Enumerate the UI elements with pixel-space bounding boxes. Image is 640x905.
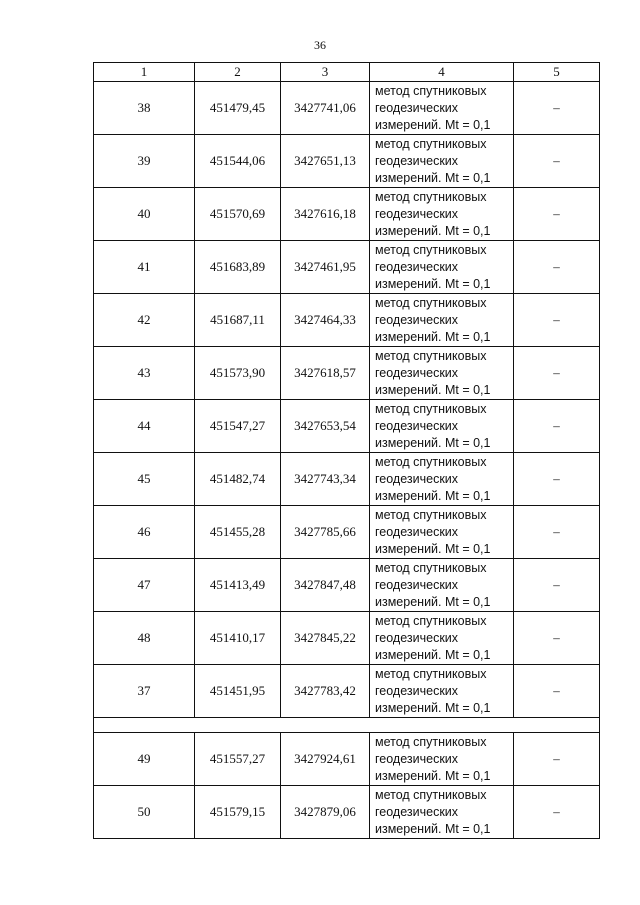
table-row [94, 559, 600, 612]
point-number-cell: 37 [94, 665, 195, 718]
table-body [94, 82, 600, 839]
method-text-line: метод спутниковых [375, 136, 487, 151]
x-coordinate-cell: 451479,45 [195, 82, 281, 135]
method-text-line: геодезических [375, 206, 459, 221]
x-coordinate-cell: 451683,89 [195, 241, 281, 294]
method-cell [370, 559, 514, 612]
table-row [94, 135, 600, 188]
method-text-line: измерений. Mt = 0,1 [375, 594, 491, 609]
point-number-cell: 47 [94, 559, 195, 612]
method-text-line: измерений. Mt = 0,1 [375, 276, 491, 291]
method-text-line: геодезических [375, 471, 459, 486]
dash-cell: – [514, 559, 600, 612]
table-row [94, 82, 600, 135]
dash-cell: – [514, 188, 600, 241]
method-text-line: метод спутниковых [375, 666, 487, 681]
column-header-3: 3 [281, 63, 370, 82]
method-cell [370, 400, 514, 453]
y-coordinate-cell: 3427653,54 [281, 400, 370, 453]
x-coordinate-cell: 451451,95 [195, 665, 281, 718]
y-coordinate-cell: 3427847,48 [281, 559, 370, 612]
method-cell [370, 665, 514, 718]
x-coordinate-cell: 451547,27 [195, 400, 281, 453]
column-header-4: 4 [370, 63, 514, 82]
x-coordinate-cell: 451579,15 [195, 786, 281, 839]
method-text-line: геодезических [375, 100, 459, 115]
y-coordinate-cell: 3427743,34 [281, 453, 370, 506]
method-text-line: геодезических [375, 630, 459, 645]
method-text-line: геодезических [375, 365, 459, 380]
table-row [94, 733, 600, 786]
method-cell [370, 135, 514, 188]
method-text-line: метод спутниковых [375, 507, 487, 522]
x-coordinate-cell: 451413,49 [195, 559, 281, 612]
x-coordinate-cell: 451573,90 [195, 347, 281, 400]
y-coordinate-cell: 3427741,06 [281, 82, 370, 135]
method-text-line: метод спутниковых [375, 348, 487, 363]
method-text-line: измерений. Mt = 0,1 [375, 329, 491, 344]
dash-cell: – [514, 347, 600, 400]
point-number-cell: 42 [94, 294, 195, 347]
point-number-cell: 45 [94, 453, 195, 506]
method-text-line: метод спутниковых [375, 734, 487, 749]
method-text-line: измерений. Mt = 0,1 [375, 821, 491, 836]
x-coordinate-cell: 451482,74 [195, 453, 281, 506]
dash-cell: – [514, 82, 600, 135]
x-coordinate-cell: 451687,11 [195, 294, 281, 347]
method-text-line: геодезических [375, 577, 459, 592]
y-coordinate-cell: 3427651,13 [281, 135, 370, 188]
method-text-line: измерений. Mt = 0,1 [375, 435, 491, 450]
y-coordinate-cell: 3427464,33 [281, 294, 370, 347]
point-number-cell: 40 [94, 188, 195, 241]
dash-cell: – [514, 786, 600, 839]
table-row [94, 453, 600, 506]
y-coordinate-cell: 3427924,61 [281, 733, 370, 786]
coordinates-table [93, 62, 600, 839]
method-text-line: геодезических [375, 524, 459, 539]
dash-cell: – [514, 294, 600, 347]
column-header-1: 1 [94, 63, 195, 82]
method-text-line: метод спутниковых [375, 189, 487, 204]
method-text-line: геодезических [375, 259, 459, 274]
table-header [94, 63, 600, 82]
method-text-line: измерений. Mt = 0,1 [375, 382, 491, 397]
dash-cell: – [514, 135, 600, 188]
method-text-line: измерений. Mt = 0,1 [375, 700, 491, 715]
method-cell [370, 188, 514, 241]
method-text-line: геодезических [375, 418, 459, 433]
table-row [94, 506, 600, 559]
column-header-5: 5 [514, 63, 600, 82]
method-cell [370, 241, 514, 294]
point-number-cell: 48 [94, 612, 195, 665]
method-text-line: геодезических [375, 804, 459, 819]
point-number-cell: 44 [94, 400, 195, 453]
x-coordinate-cell: 451557,27 [195, 733, 281, 786]
y-coordinate-cell: 3427618,57 [281, 347, 370, 400]
method-cell [370, 294, 514, 347]
method-cell [370, 733, 514, 786]
y-coordinate-cell: 3427845,22 [281, 612, 370, 665]
table-row [94, 400, 600, 453]
method-text-line: метод спутниковых [375, 401, 487, 416]
method-text-line: метод спутниковых [375, 83, 487, 98]
x-coordinate-cell: 451410,17 [195, 612, 281, 665]
table-row [94, 188, 600, 241]
point-number-cell: 46 [94, 506, 195, 559]
method-text-line: измерений. Mt = 0,1 [375, 541, 491, 556]
method-cell [370, 612, 514, 665]
y-coordinate-cell: 3427879,06 [281, 786, 370, 839]
method-text-line: измерений. Mt = 0,1 [375, 647, 491, 662]
method-text-line: геодезических [375, 683, 459, 698]
method-text-line: метод спутниковых [375, 295, 487, 310]
dash-cell: – [514, 612, 600, 665]
method-cell [370, 506, 514, 559]
table-row [94, 294, 600, 347]
point-number-cell: 43 [94, 347, 195, 400]
x-coordinate-cell: 451570,69 [195, 188, 281, 241]
dash-cell: – [514, 241, 600, 294]
column-header-2: 2 [195, 63, 281, 82]
method-text-line: геодезических [375, 312, 459, 327]
x-coordinate-cell: 451455,28 [195, 506, 281, 559]
table-row [94, 612, 600, 665]
point-number-cell: 41 [94, 241, 195, 294]
method-text-line: измерений. Mt = 0,1 [375, 768, 491, 783]
x-coordinate-cell: 451544,06 [195, 135, 281, 188]
point-number-cell: 38 [94, 82, 195, 135]
dash-cell: – [514, 453, 600, 506]
table-row [94, 347, 600, 400]
point-number-cell: 50 [94, 786, 195, 839]
method-cell [370, 786, 514, 839]
point-number-cell: 39 [94, 135, 195, 188]
separator-cell [94, 718, 600, 733]
dash-cell: – [514, 506, 600, 559]
method-text-line: метод спутниковых [375, 242, 487, 257]
header-row [94, 63, 600, 82]
table-row [94, 665, 600, 718]
method-cell [370, 82, 514, 135]
method-text-line: измерений. Mt = 0,1 [375, 170, 491, 185]
method-text-line: геодезических [375, 751, 459, 766]
y-coordinate-cell: 3427785,66 [281, 506, 370, 559]
method-text-line: геодезических [375, 153, 459, 168]
y-coordinate-cell: 3427461,95 [281, 241, 370, 294]
method-text-line: измерений. Mt = 0,1 [375, 117, 491, 132]
page-number: 36 [314, 38, 326, 52]
method-text-line: измерений. Mt = 0,1 [375, 223, 491, 238]
method-text-line: метод спутниковых [375, 613, 487, 628]
table-row [94, 241, 600, 294]
point-number-cell: 49 [94, 733, 195, 786]
y-coordinate-cell: 3427783,42 [281, 665, 370, 718]
dash-cell: – [514, 400, 600, 453]
method-text-line: метод спутниковых [375, 454, 487, 469]
method-cell [370, 453, 514, 506]
y-coordinate-cell: 3427616,18 [281, 188, 370, 241]
table-row [94, 786, 600, 839]
method-text-line: метод спутниковых [375, 787, 487, 802]
method-cell [370, 347, 514, 400]
dash-cell: – [514, 733, 600, 786]
method-text-line: метод спутниковых [375, 560, 487, 575]
dash-cell: – [514, 665, 600, 718]
separator-row [94, 718, 600, 733]
method-text-line: измерений. Mt = 0,1 [375, 488, 491, 503]
